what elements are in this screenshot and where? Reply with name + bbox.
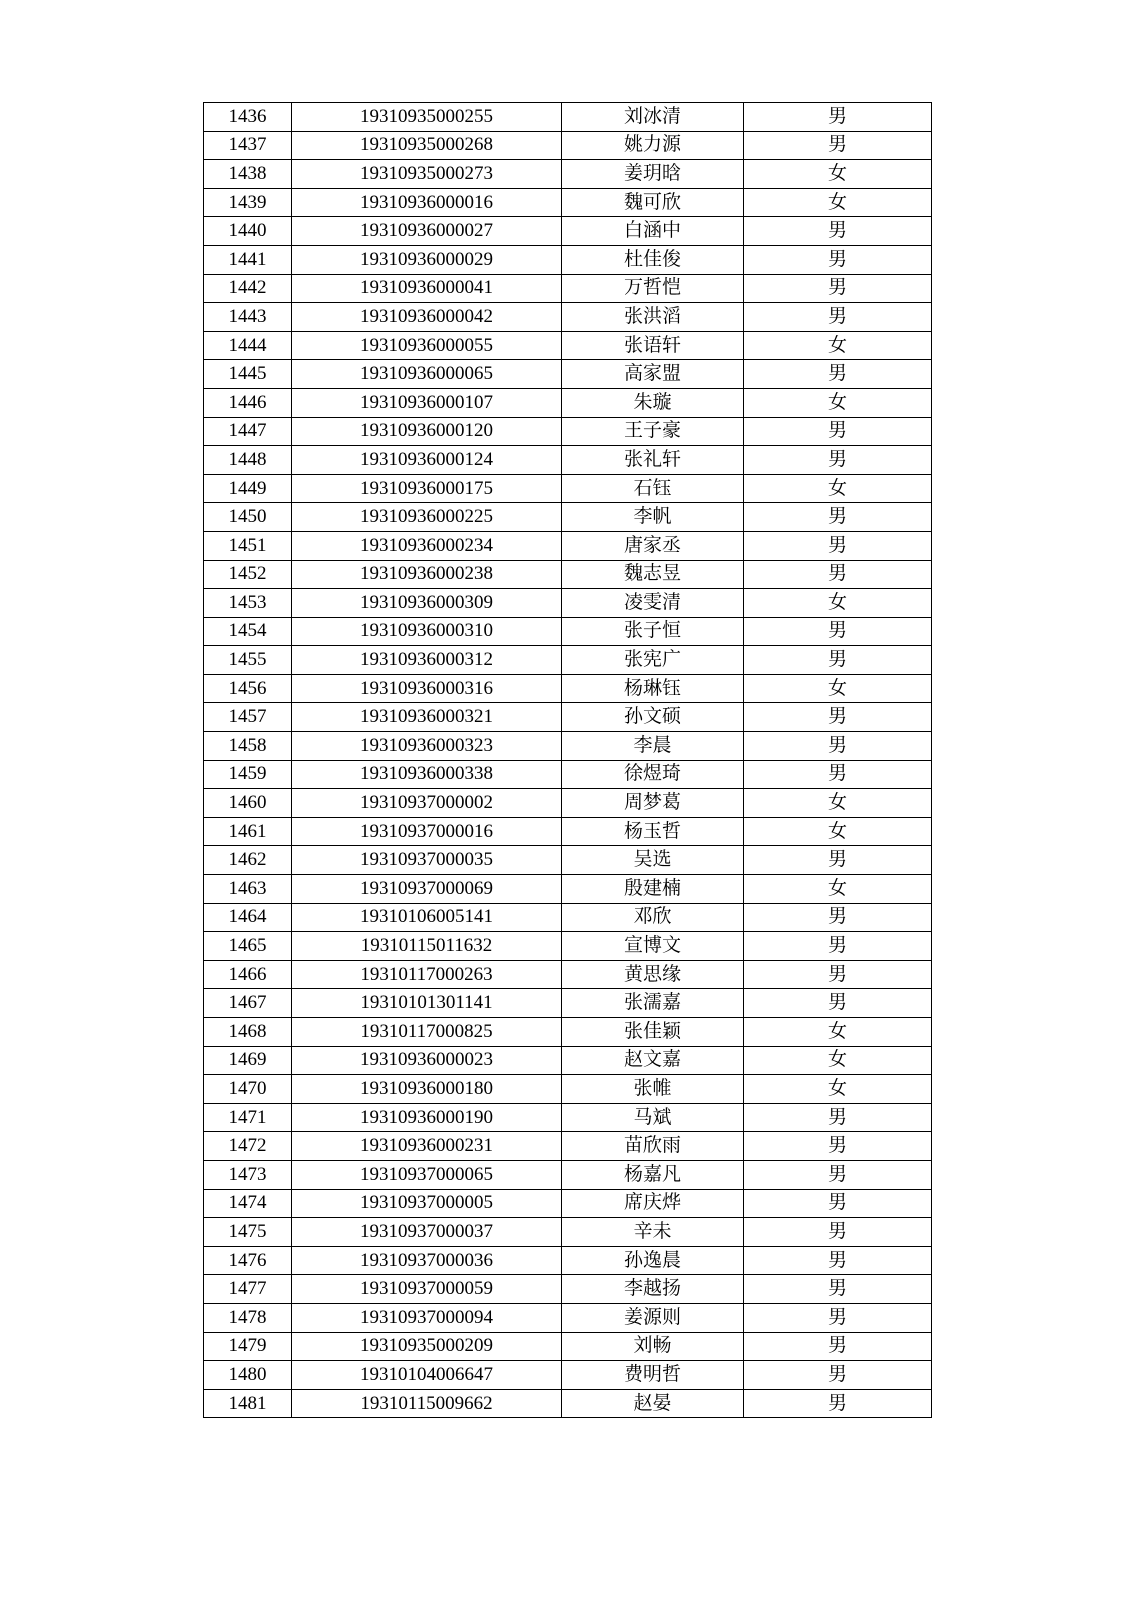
cell-student-name: 张语轩 [562,331,744,360]
cell-exam-id: 19310106005141 [292,903,562,932]
table-row [204,960,932,989]
cell-gender: 男 [744,989,932,1018]
table-row [204,589,932,618]
cell-gender: 男 [744,1218,932,1247]
table-row [204,989,932,1018]
table-row [204,217,932,246]
cell-student-name: 石钰 [562,474,744,503]
cell-student-name: 杜佳俊 [562,245,744,274]
cell-exam-id: 19310936000055 [292,331,562,360]
cell-student-name: 白涵中 [562,217,744,246]
cell-exam-id: 19310117000825 [292,1018,562,1047]
cell-student-name: 刘冰清 [562,103,744,132]
table-row [204,1160,932,1189]
cell-student-name: 辛未 [562,1218,744,1247]
cell-student-name: 杨琳钰 [562,674,744,703]
table-row [204,817,932,846]
cell-gender: 男 [744,1160,932,1189]
cell-sequence-number: 1442 [204,274,292,303]
cell-gender: 女 [744,1046,932,1075]
cell-exam-id: 19310936000234 [292,531,562,560]
cell-student-name: 姚力源 [562,131,744,160]
table-row [204,1189,932,1218]
table-row [204,732,932,761]
cell-sequence-number: 1448 [204,446,292,475]
cell-gender: 女 [744,160,932,189]
cell-exam-id: 19310937000094 [292,1303,562,1332]
cell-gender: 女 [744,331,932,360]
cell-gender: 男 [744,1132,932,1161]
cell-sequence-number: 1469 [204,1046,292,1075]
cell-exam-id: 19310936000027 [292,217,562,246]
cell-gender: 男 [744,760,932,789]
cell-sequence-number: 1453 [204,589,292,618]
cell-exam-id: 19310936000316 [292,674,562,703]
cell-gender: 男 [744,1275,932,1304]
cell-gender: 男 [744,360,932,389]
cell-sequence-number: 1480 [204,1361,292,1390]
cell-gender: 男 [744,417,932,446]
cell-sequence-number: 1454 [204,617,292,646]
cell-exam-id: 19310936000175 [292,474,562,503]
cell-exam-id: 19310936000312 [292,646,562,675]
cell-student-name: 王子豪 [562,417,744,446]
cell-student-name: 张帷 [562,1075,744,1104]
table-row [204,932,932,961]
cell-student-name: 赵晏 [562,1389,744,1418]
cell-exam-id: 19310936000029 [292,245,562,274]
cell-exam-id: 19310936000065 [292,360,562,389]
cell-sequence-number: 1467 [204,989,292,1018]
table-row [204,760,932,789]
cell-sequence-number: 1474 [204,1189,292,1218]
cell-sequence-number: 1445 [204,360,292,389]
cell-exam-id: 19310935000209 [292,1332,562,1361]
cell-exam-id: 19310937000005 [292,1189,562,1218]
cell-exam-id: 19310937000016 [292,817,562,846]
cell-sequence-number: 1447 [204,417,292,446]
cell-sequence-number: 1463 [204,875,292,904]
table-row [204,1075,932,1104]
table-row [204,131,932,160]
cell-sequence-number: 1443 [204,303,292,332]
cell-gender: 男 [744,446,932,475]
table-row [204,388,932,417]
cell-sequence-number: 1475 [204,1218,292,1247]
cell-exam-id: 19310936000321 [292,703,562,732]
cell-sequence-number: 1449 [204,474,292,503]
cell-sequence-number: 1439 [204,188,292,217]
cell-gender: 女 [744,674,932,703]
cell-student-name: 高家盟 [562,360,744,389]
cell-sequence-number: 1444 [204,331,292,360]
cell-student-name: 张宪广 [562,646,744,675]
cell-student-name: 张佳颖 [562,1018,744,1047]
table-row [204,560,932,589]
cell-sequence-number: 1478 [204,1303,292,1332]
cell-exam-id: 19310937000035 [292,846,562,875]
cell-sequence-number: 1461 [204,817,292,846]
cell-gender: 男 [744,1332,932,1361]
cell-exam-id: 19310936000310 [292,617,562,646]
cell-gender: 男 [744,274,932,303]
cell-sequence-number: 1441 [204,245,292,274]
cell-exam-id: 19310936000338 [292,760,562,789]
cell-exam-id: 19310104006647 [292,1361,562,1390]
cell-exam-id: 19310936000124 [292,446,562,475]
cell-sequence-number: 1477 [204,1275,292,1304]
cell-gender: 男 [744,932,932,961]
cell-exam-id: 19310936000041 [292,274,562,303]
cell-sequence-number: 1481 [204,1389,292,1418]
cell-sequence-number: 1457 [204,703,292,732]
table-row [204,1246,932,1275]
cell-student-name: 李越扬 [562,1275,744,1304]
cell-sequence-number: 1451 [204,531,292,560]
cell-sequence-number: 1466 [204,960,292,989]
cell-gender: 男 [744,1189,932,1218]
cell-gender: 女 [744,817,932,846]
cell-exam-id: 19310115009662 [292,1389,562,1418]
table-row [204,274,932,303]
table-row [204,245,932,274]
cell-gender: 男 [744,303,932,332]
cell-exam-id: 19310935000268 [292,131,562,160]
cell-student-name: 费明哲 [562,1361,744,1390]
cell-gender: 女 [744,474,932,503]
cell-sequence-number: 1440 [204,217,292,246]
table-row [204,1018,932,1047]
cell-sequence-number: 1465 [204,932,292,961]
table-row [204,360,932,389]
student-roster-table [203,102,932,1418]
table-row [204,1303,932,1332]
cell-exam-id: 19310115011632 [292,932,562,961]
table-row [204,1132,932,1161]
cell-sequence-number: 1459 [204,760,292,789]
cell-student-name: 孙逸晨 [562,1246,744,1275]
cell-sequence-number: 1464 [204,903,292,932]
table-row [204,531,932,560]
cell-exam-id: 19310936000120 [292,417,562,446]
table-row [204,617,932,646]
cell-exam-id: 19310935000273 [292,160,562,189]
cell-sequence-number: 1470 [204,1075,292,1104]
cell-sequence-number: 1438 [204,160,292,189]
cell-student-name: 赵文嘉 [562,1046,744,1075]
cell-student-name: 苗欣雨 [562,1132,744,1161]
cell-exam-id: 19310936000023 [292,1046,562,1075]
cell-gender: 男 [744,1246,932,1275]
table-row [204,417,932,446]
cell-gender: 男 [744,1389,932,1418]
table-row [204,903,932,932]
cell-gender: 男 [744,617,932,646]
cell-student-name: 马斌 [562,1103,744,1132]
cell-gender: 男 [744,103,932,132]
cell-student-name: 席庆烨 [562,1189,744,1218]
cell-student-name: 吴选 [562,846,744,875]
cell-gender: 女 [744,789,932,818]
cell-student-name: 殷建楠 [562,875,744,904]
cell-student-name: 邓欣 [562,903,744,932]
table-row [204,1361,932,1390]
cell-sequence-number: 1456 [204,674,292,703]
cell-gender: 男 [744,503,932,532]
cell-exam-id: 19310937000059 [292,1275,562,1304]
cell-student-name: 张礼轩 [562,446,744,475]
cell-exam-id: 19310117000263 [292,960,562,989]
cell-exam-id: 19310936000225 [292,503,562,532]
cell-gender: 男 [744,1303,932,1332]
cell-gender: 男 [744,531,932,560]
cell-exam-id: 19310936000180 [292,1075,562,1104]
cell-gender: 男 [744,560,932,589]
cell-sequence-number: 1450 [204,503,292,532]
cell-gender: 男 [744,131,932,160]
cell-gender: 男 [744,646,932,675]
cell-gender: 男 [744,245,932,274]
cell-student-name: 宣博文 [562,932,744,961]
table-row [204,1218,932,1247]
cell-gender: 男 [744,846,932,875]
table-row [204,846,932,875]
cell-gender: 男 [744,960,932,989]
cell-sequence-number: 1479 [204,1332,292,1361]
table-row [204,1046,932,1075]
cell-student-name: 凌雯清 [562,589,744,618]
cell-student-name: 姜源则 [562,1303,744,1332]
cell-gender: 女 [744,188,932,217]
cell-student-name: 杨嘉凡 [562,1160,744,1189]
cell-exam-id: 19310936000042 [292,303,562,332]
cell-student-name: 黄思缘 [562,960,744,989]
cell-exam-id: 19310101301141 [292,989,562,1018]
table-row [204,1275,932,1304]
table-row [204,331,932,360]
cell-sequence-number: 1436 [204,103,292,132]
cell-gender: 女 [744,1075,932,1104]
cell-exam-id: 19310937000069 [292,875,562,904]
table-row [204,1103,932,1132]
table-row [204,446,932,475]
cell-sequence-number: 1446 [204,388,292,417]
table-row [204,103,932,132]
cell-sequence-number: 1462 [204,846,292,875]
cell-exam-id: 19310936000309 [292,589,562,618]
cell-student-name: 朱璇 [562,388,744,417]
cell-student-name: 刘畅 [562,1332,744,1361]
table-row [204,674,932,703]
cell-exam-id: 19310936000323 [292,732,562,761]
cell-exam-id: 19310936000238 [292,560,562,589]
cell-student-name: 徐煜琦 [562,760,744,789]
cell-student-name: 张子恒 [562,617,744,646]
cell-gender: 女 [744,875,932,904]
cell-sequence-number: 1458 [204,732,292,761]
cell-sequence-number: 1468 [204,1018,292,1047]
table-row [204,789,932,818]
cell-student-name: 杨玉哲 [562,817,744,846]
cell-gender: 女 [744,1018,932,1047]
table-row [204,646,932,675]
cell-sequence-number: 1452 [204,560,292,589]
cell-sequence-number: 1460 [204,789,292,818]
cell-student-name: 周梦葛 [562,789,744,818]
cell-exam-id: 19310936000190 [292,1103,562,1132]
cell-student-name: 李帆 [562,503,744,532]
table-row [204,474,932,503]
table-row [204,875,932,904]
cell-exam-id: 19310937000065 [292,1160,562,1189]
cell-exam-id: 19310935000255 [292,103,562,132]
table-row [204,160,932,189]
cell-student-name: 唐家丞 [562,531,744,560]
table-row [204,303,932,332]
cell-student-name: 孙文硕 [562,703,744,732]
cell-gender: 男 [744,1103,932,1132]
table-row [204,188,932,217]
cell-sequence-number: 1473 [204,1160,292,1189]
cell-sequence-number: 1471 [204,1103,292,1132]
cell-exam-id: 19310937000002 [292,789,562,818]
cell-student-name: 姜玥晗 [562,160,744,189]
table-row [204,703,932,732]
cell-student-name: 万哲恺 [562,274,744,303]
roster-body [204,103,932,1418]
cell-gender: 女 [744,589,932,618]
cell-student-name: 张洪滔 [562,303,744,332]
cell-exam-id: 19310936000231 [292,1132,562,1161]
cell-exam-id: 19310937000037 [292,1218,562,1247]
cell-exam-id: 19310936000107 [292,388,562,417]
cell-gender: 男 [744,703,932,732]
cell-sequence-number: 1455 [204,646,292,675]
table-row [204,503,932,532]
cell-sequence-number: 1476 [204,1246,292,1275]
table-row [204,1332,932,1361]
cell-exam-id: 19310936000016 [292,188,562,217]
cell-student-name: 魏可欣 [562,188,744,217]
cell-student-name: 张濡嘉 [562,989,744,1018]
cell-gender: 男 [744,217,932,246]
cell-exam-id: 19310937000036 [292,1246,562,1275]
table-row [204,1389,932,1418]
cell-gender: 男 [744,903,932,932]
cell-gender: 男 [744,732,932,761]
cell-sequence-number: 1472 [204,1132,292,1161]
cell-gender: 女 [744,388,932,417]
cell-student-name: 李晨 [562,732,744,761]
cell-sequence-number: 1437 [204,131,292,160]
cell-gender: 男 [744,1361,932,1390]
cell-student-name: 魏志昱 [562,560,744,589]
